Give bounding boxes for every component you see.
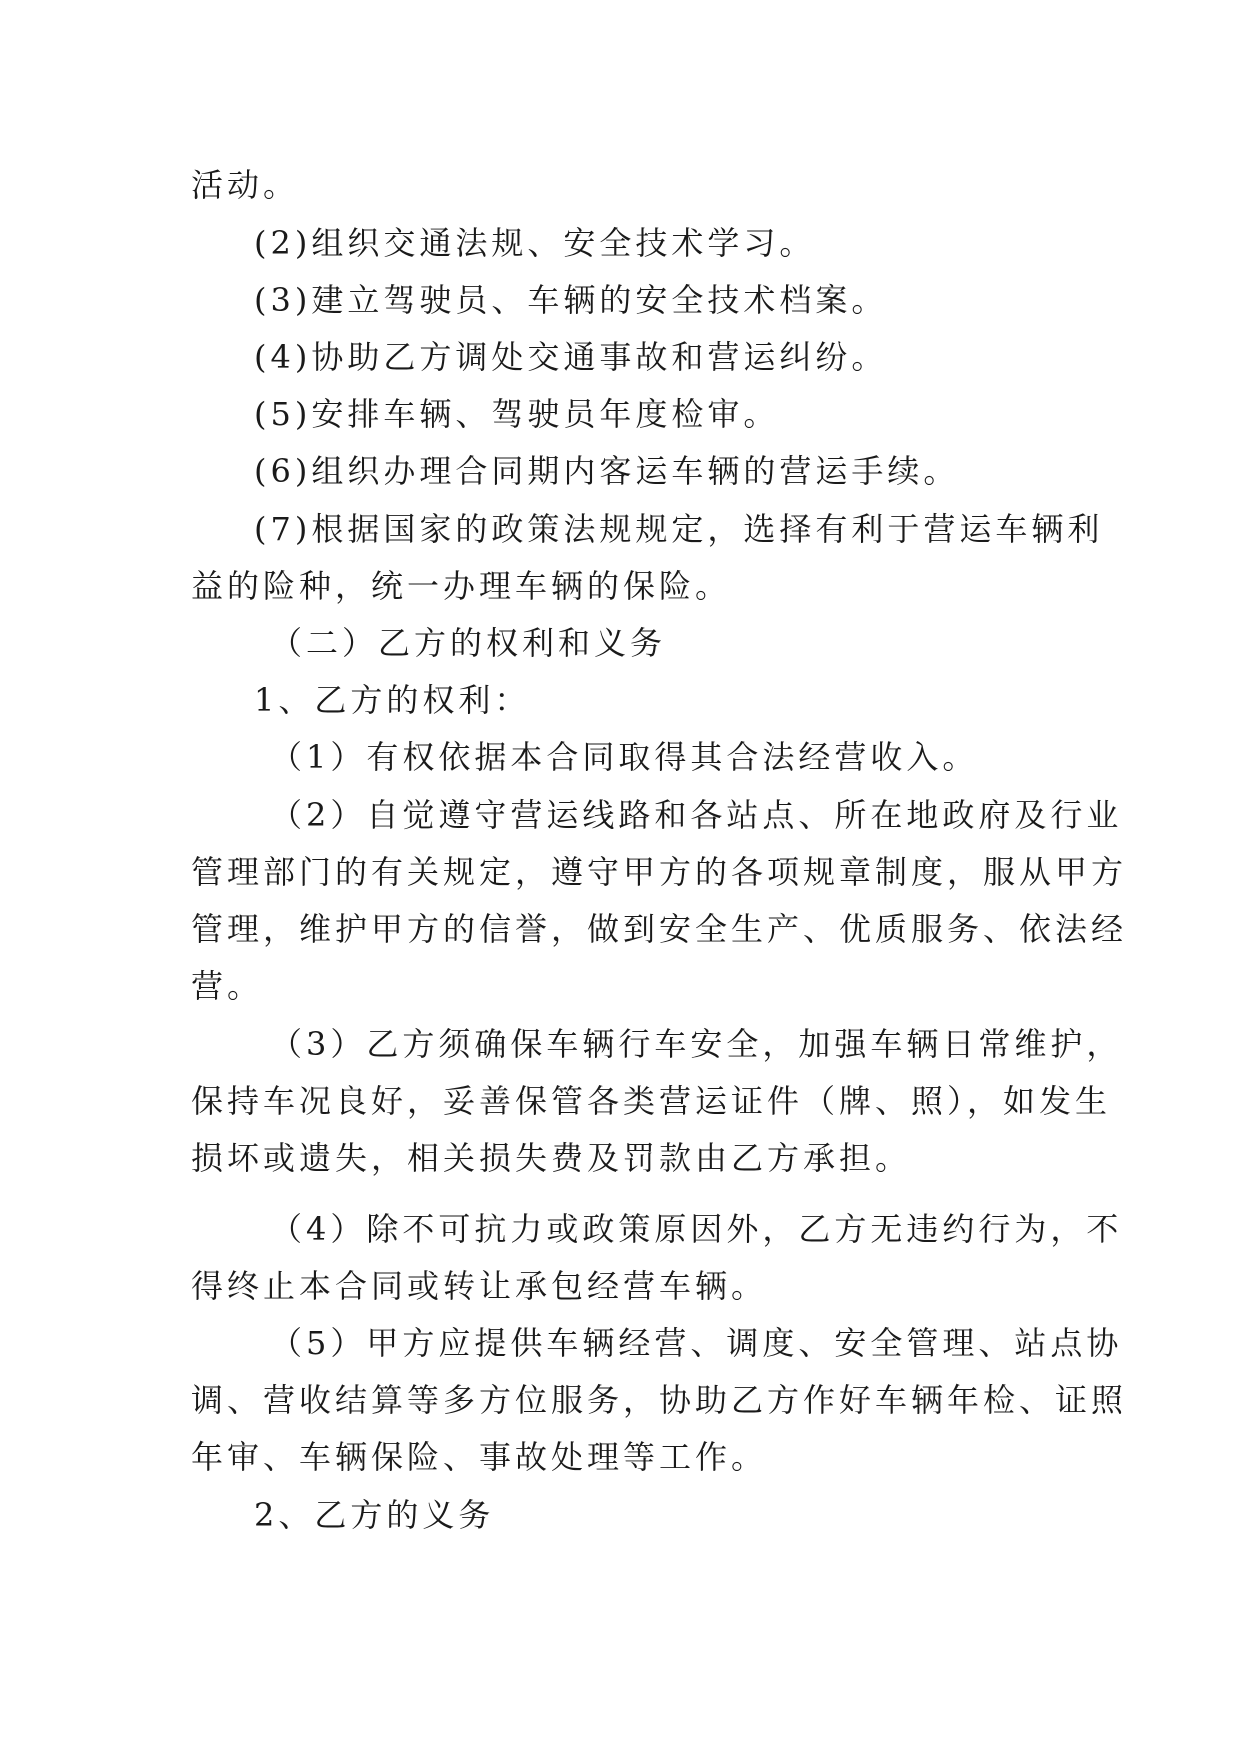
text-line: 调、营收结算等多方位服务，协助乙方作好车辆年检、证照 [191,1381,1128,1419]
text-line: （3）乙方须确保车辆行车安全，加强车辆日常维护， [270,1025,1123,1063]
text-line: （2）自觉遵守营运线路和各站点、所在地政府及行业 [270,796,1123,834]
text-line: （5）甲方应提供车辆经营、调度、安全管理、站点协 [270,1324,1123,1362]
text-line: 益的险种，统一办理车辆的保险。 [191,567,732,605]
text-line: (6)组织办理合同期内客运车辆的营运手续。 [254,452,960,490]
text-line: 营。 [191,967,264,1005]
text-line: 保持车况良好，妥善保管各类营运证件（牌、照），如发生 [191,1082,1112,1120]
text-line: 损坏或遗失，相关损失费及罚款由乙方承担。 [191,1139,912,1177]
text-line: 管理部门的有关规定，遵守甲方的各项规章制度，服从甲方 [191,853,1128,891]
text-line: 年审、车辆保险、事故处理等工作。 [191,1438,768,1476]
text-line: 得终止本合同或转让承包经营车辆。 [191,1267,768,1305]
text-line: 管理，维护甲方的信誉，做到安全生产、优质服务、依法经 [191,910,1128,948]
text-line: (7)根据国家的政策法规规定，选择有利于营运车辆利 [254,510,1104,548]
text-line: （1）有权依据本合同取得其合法经营收入。 [270,738,979,776]
text-line: (3)建立驾驶员、车辆的安全技术档案。 [254,281,888,319]
subsection-heading: 2、乙方的义务 [254,1496,495,1534]
text-line: 活动。 [191,166,300,204]
subsection-heading: 1、乙方的权利： [254,681,531,719]
text-line: (5)安排车辆、驾驶员年度检审。 [254,395,780,433]
text-line: (4)协助乙方调处交通事故和营运纠纷。 [254,338,888,376]
section-heading: （二）乙方的权利和义务 [270,624,667,662]
text-line: （4）除不可抗力或政策原因外，乙方无违约行为，不 [270,1210,1123,1248]
text-line: (2)组织交通法规、安全技术学习。 [254,224,816,262]
